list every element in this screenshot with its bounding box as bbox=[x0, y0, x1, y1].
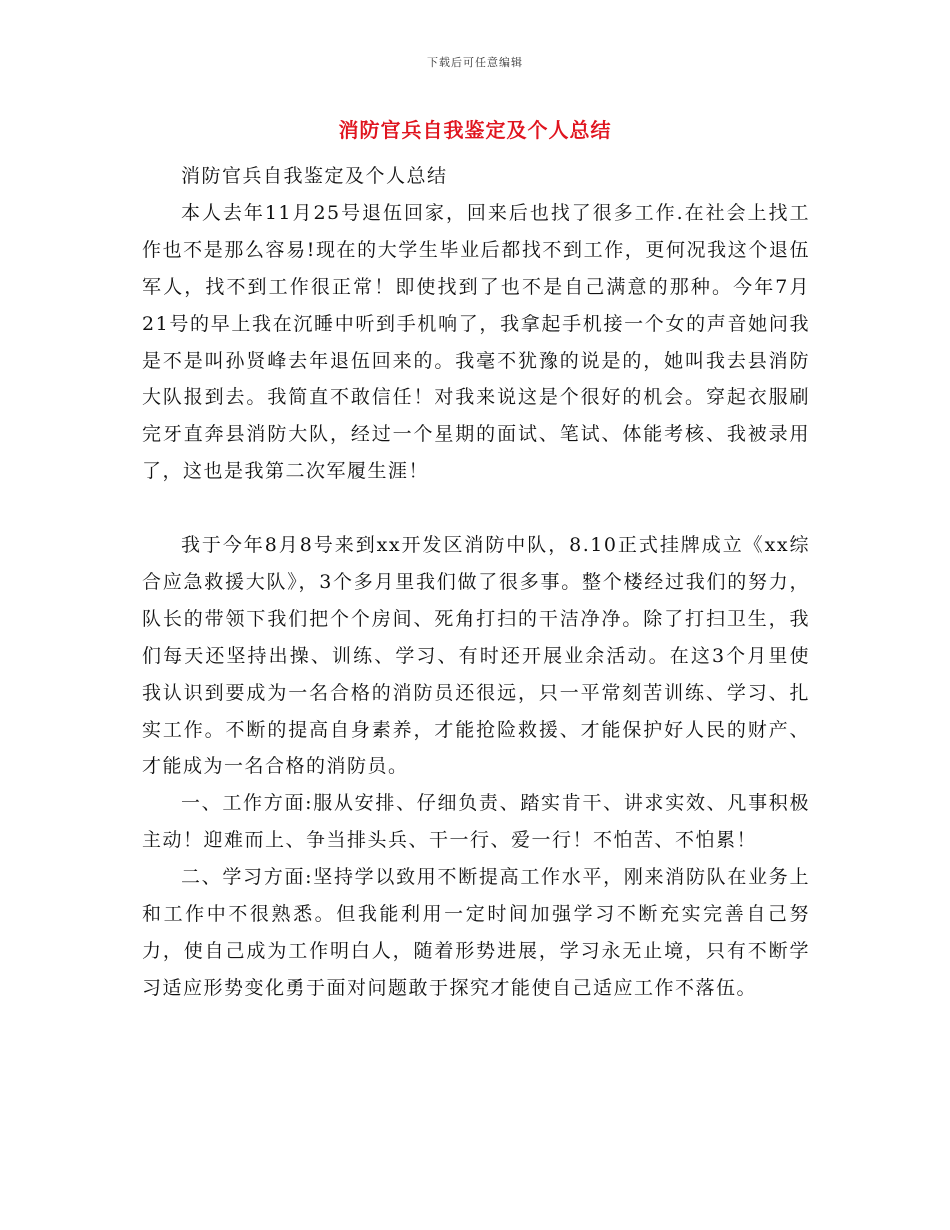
subtitle-paragraph: 消防官兵自我鉴定及个人总结 bbox=[180, 165, 448, 187]
document-body bbox=[142, 158, 810, 1007]
header-note: 下载后可任意编辑 bbox=[427, 56, 523, 69]
paragraph-discharge: 本人去年11月25号退伍回家，回来后也找了很多工作.在社会上找工作也不是那么容易!现在的大学生毕业后都找不到工作，更何况我这个退伍军人，找不到工作很正常！即使找到了也不是自己满意的那种。今年7月21号的早上我在沉睡中听到手机响了，我拿起手机接一个女的声音她问我是不是叫孙贤峰去年退伍回来的。我毫不犹豫的说是的，她叫我去县消防大队报到去。我简直不敢信任！对我来说这是个很好的机会。穿起衣服刷完牙直奔县消防大队，经过一个星期的面试、笔试、体能考核、我被录用了，这也是我第二次军履生涯！ bbox=[142, 201, 810, 483]
paragraph-work: 一、工作方面:服从安排、仔细负责、踏实肯干、讲求实效、凡事积极主动！迎难而上、争当排头兵、干一行、爱一行！不怕苦、不怕累！ bbox=[142, 792, 810, 852]
paragraph-study: 二、学习方面:坚持学以致用不断提高工作水平，刚来消防队在业务上和工作中不很熟悉。但我能利用一定时间加强学习不断充实完善自己努力，使自己成为工作明白人，随着形势进展，学习永无止境，只有不断学习适应形势变化勇于面对问题敢于探究才能使自己适应工作不落伍。 bbox=[142, 866, 810, 999]
document-title: 消防官兵自我鉴定及个人总结 bbox=[338, 118, 612, 142]
paragraph-squadron: 我于今年8月8号来到xx开发区消防中队，8.10正式挂牌成立《xx综合应急救援大队》，3个多月里我们做了很多事。整个楼经过我们的努力，队长的带领下我们把个个房间、死角打扫的干洁净净。除了打扫卫生，我们每天还坚持出操、训练、学习、有时还开展业余活动。在这3个月里使我认识到要成为一名合格的消防员还很远，只一平常刻苦训练、学习、扎实工作。不断的提高自身素养，才能抢险救援、才能保护好人民的财产、才能成为一名合格的消防员。 bbox=[142, 534, 810, 778]
